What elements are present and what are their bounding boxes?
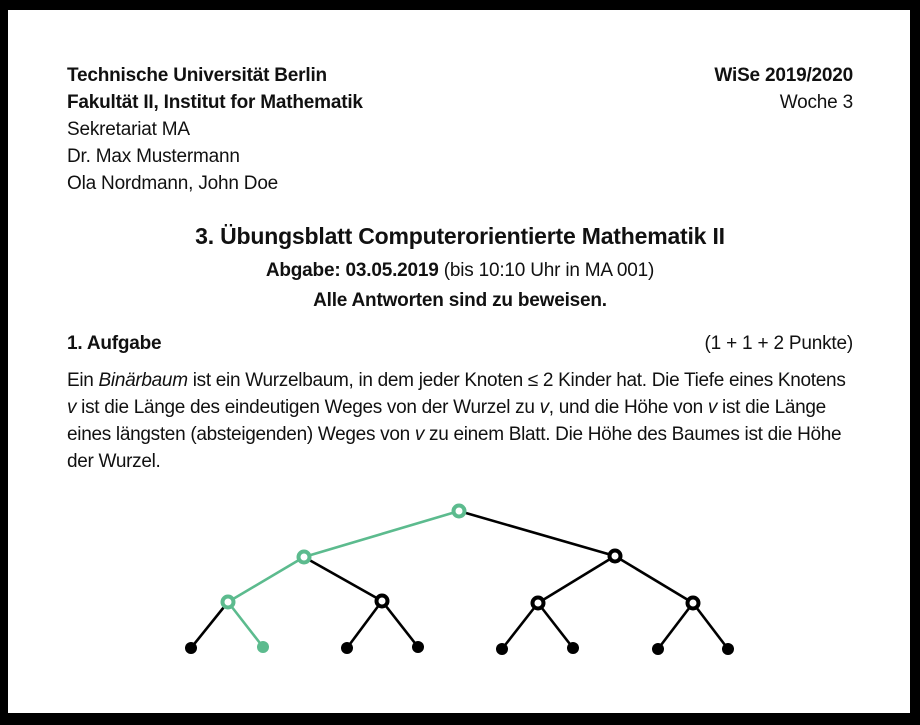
- header: [67, 62, 853, 197]
- tree-node: [610, 551, 621, 562]
- header-right-block: [714, 62, 853, 197]
- tree-node: [454, 506, 465, 517]
- text-segment: Abgabe: 03.05.2019: [265, 260, 439, 281]
- tree-node: [567, 642, 579, 654]
- sheet-title: 3. Übungsblatt Computerorientierte Mathematik II: [195, 223, 725, 249]
- header-line: Fakultät II, Institut for Mathematik: [67, 92, 363, 113]
- document-content: [8, 10, 910, 713]
- deadline-line: [67, 257, 853, 284]
- tree-node: [341, 642, 353, 654]
- header-line: WiSe 2019/2020: [714, 65, 853, 86]
- tree-node: [412, 641, 424, 653]
- tree-node: [223, 597, 234, 608]
- header-line: Dr. Max Mustermann: [67, 146, 240, 167]
- tree-edge: [615, 556, 693, 603]
- task-heading: 1. Aufgabe: [67, 333, 162, 354]
- tree-node: [652, 643, 664, 655]
- text-segment: , und die Höhe von: [548, 397, 708, 418]
- proof-note: Alle Antworten sind zu beweisen.: [313, 290, 607, 311]
- tree-edge: [538, 556, 615, 603]
- document-page: [8, 10, 910, 713]
- text-segment: ist die Länge eines längsten (absteigenden) Weges von: [67, 397, 826, 445]
- tree-figure: [150, 491, 770, 671]
- task-body-paragraph: [67, 367, 853, 475]
- text-segment: Ein: [67, 370, 99, 391]
- task-header-row: [67, 330, 853, 357]
- tree-edge: [304, 511, 459, 557]
- header-line: Ola Nordmann, John Doe: [67, 173, 279, 194]
- text-segment: v: [707, 397, 718, 418]
- text-segment: (bis 10:10 Uhr in MA 001): [438, 260, 655, 281]
- tree-node: [185, 642, 197, 654]
- text-segment: zu einem Blatt. Die Höhe des Baumes ist die Höhe der Wurzel.: [67, 424, 842, 472]
- text-segment: v: [414, 424, 425, 445]
- tree-edge: [693, 603, 728, 649]
- text-segment: Binärbaum: [98, 370, 188, 391]
- tree-edge: [228, 602, 263, 647]
- tree-node: [299, 552, 310, 563]
- header-line: Technische Universität Berlin: [67, 65, 327, 86]
- header-line: Sekretariat MA: [67, 119, 190, 140]
- tree-node: [257, 641, 269, 653]
- tree-node: [496, 643, 508, 655]
- text-segment: ist ein Wurzelbaum, in dem jeder Knoten ≤ 2 Kinder hat. Die Tiefe eines Knotens: [187, 370, 846, 391]
- tree-node: [688, 598, 699, 609]
- tree-edge: [347, 601, 382, 648]
- header-left-block: [67, 62, 363, 197]
- tree-edge: [228, 557, 304, 602]
- tree-edge: [191, 602, 228, 648]
- tree-edge: [459, 511, 615, 556]
- tree-edge: [502, 603, 538, 649]
- tree-edge: [658, 603, 693, 649]
- tree-edge: [538, 603, 573, 648]
- task-points: (1 + 1 + 2 Punkte): [704, 333, 853, 354]
- tree-node: [377, 596, 388, 607]
- text-segment: v: [67, 397, 77, 418]
- tree-node: [722, 643, 734, 655]
- tree-node: [533, 598, 544, 609]
- tree-edge: [304, 557, 382, 601]
- header-line: Woche 3: [779, 92, 853, 113]
- text-segment: v: [539, 397, 549, 418]
- text-segment: ist die Länge des eindeutigen Weges von der Wurzel zu: [76, 397, 540, 418]
- tree-edge: [382, 601, 418, 647]
